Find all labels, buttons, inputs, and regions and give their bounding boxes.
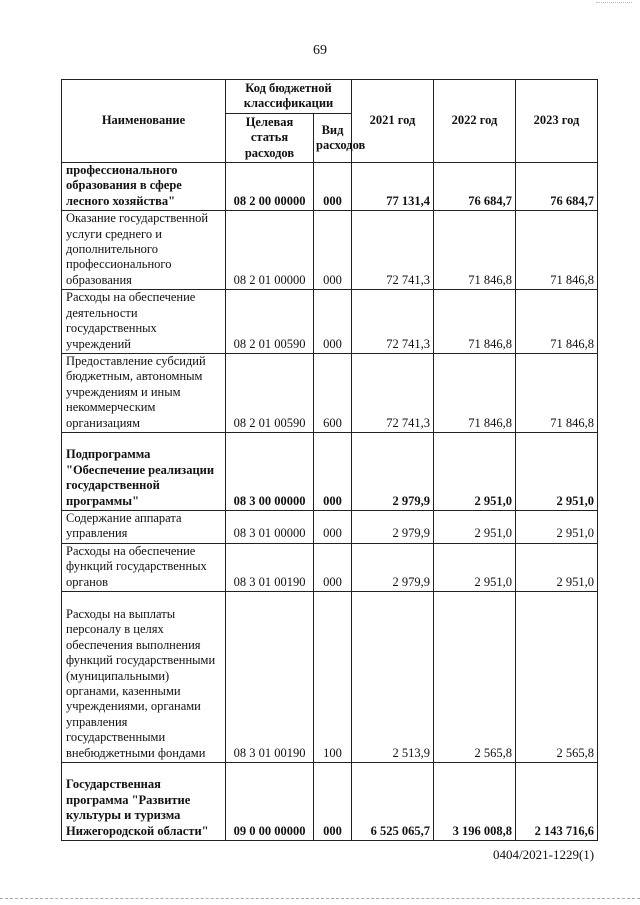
row-code: 08 2 01 00590 [226,353,314,432]
document-code: 0404/2021-1229(1) [493,847,595,862]
row-code: 08 3 00 00000 [226,432,314,510]
row-2021: 72 741,3 [352,290,434,354]
table-row [62,762,598,840]
row-code: 08 2 01 00590 [226,290,314,354]
table-row [62,290,598,354]
row-type: 100 [314,591,352,762]
row-2022: 2 565,8 [434,591,516,762]
row-2023: 71 846,8 [516,211,598,290]
table-row [62,211,598,290]
row-2022: 3 196 008,8 [434,762,516,840]
row-2023: 2 143 716,6 [516,762,598,840]
row-2023: 2 565,8 [516,591,598,762]
row-2023: 71 846,8 [516,290,598,354]
row-name: Подпрограмма "Обеспечение реализации государственной программы" [62,432,226,510]
row-type: 000 [314,543,352,591]
scan-edge-mark [596,2,632,4]
row-2022: 71 846,8 [434,290,516,354]
header-expense-type: Вид расходов [314,113,352,162]
header-2023: 2023 год [516,80,598,163]
row-type: 600 [314,353,352,432]
row-type: 000 [314,290,352,354]
row-name: Расходы на выплаты персоналу в целях обеспечения выполнения функций государственными (муниципальными) органами, казенными учреждениями, органами управления государственными внебюджетными фондами [62,591,226,762]
header-2021: 2021 год [352,80,434,163]
table-row [62,510,598,543]
row-name: Оказание государственной услуги среднего и дополнительного профессионального образования [62,211,226,290]
row-code: 08 3 01 00190 [226,591,314,762]
budget-table [61,79,598,841]
row-name: Расходы на обеспечение деятельности государственных учреждений [62,290,226,354]
header-target-article: Целевая статья расходов [226,113,314,162]
row-type: 000 [314,163,352,211]
row-2021: 2 979,9 [352,510,434,543]
row-2022: 71 846,8 [434,211,516,290]
header-code-group: Код бюджетной классификации [226,80,352,114]
row-type: 000 [314,211,352,290]
row-type: 000 [314,510,352,543]
table-row [62,432,598,510]
row-code: 09 0 00 00000 [226,762,314,840]
row-type: 000 [314,762,352,840]
row-name: Предоставление субсидий бюджетным, автономным учреждениям и иным некоммерческим организациям [62,353,226,432]
row-2021: 72 741,3 [352,211,434,290]
table-row [62,353,598,432]
header-name: Наименование [62,80,226,163]
row-2021: 2 513,9 [352,591,434,762]
table-row [62,543,598,591]
row-code: 08 3 01 00000 [226,510,314,543]
row-2023: 71 846,8 [516,353,598,432]
row-2021: 2 979,9 [352,432,434,510]
row-2023: 2 951,0 [516,543,598,591]
table-row [62,591,598,762]
row-name: профессионального образования в сфере лесного хозяйства" [62,163,226,211]
row-name: Содержание аппарата управления [62,510,226,543]
row-2021: 6 525 065,7 [352,762,434,840]
row-2022: 71 846,8 [434,353,516,432]
row-2023: 76 684,7 [516,163,598,211]
row-2023: 2 951,0 [516,432,598,510]
row-2021: 77 131,4 [352,163,434,211]
row-2021: 2 979,9 [352,543,434,591]
row-name: Государственная программа "Развитие культуры и туризма Нижегородской области" [62,762,226,840]
row-2022: 2 951,0 [434,510,516,543]
row-name: Расходы на обеспечение функций государственных органов [62,543,226,591]
page-number: 69 [313,43,327,58]
scan-bottom-edge [0,898,640,900]
row-code: 08 2 01 00000 [226,211,314,290]
row-2022: 76 684,7 [434,163,516,211]
row-2021: 72 741,3 [352,353,434,432]
table-row [62,163,598,211]
row-2022: 2 951,0 [434,543,516,591]
row-code: 08 2 00 00000 [226,163,314,211]
row-2023: 2 951,0 [516,510,598,543]
header-2022: 2022 год [434,80,516,163]
row-2022: 2 951,0 [434,432,516,510]
row-type: 000 [314,432,352,510]
row-code: 08 3 01 00190 [226,543,314,591]
